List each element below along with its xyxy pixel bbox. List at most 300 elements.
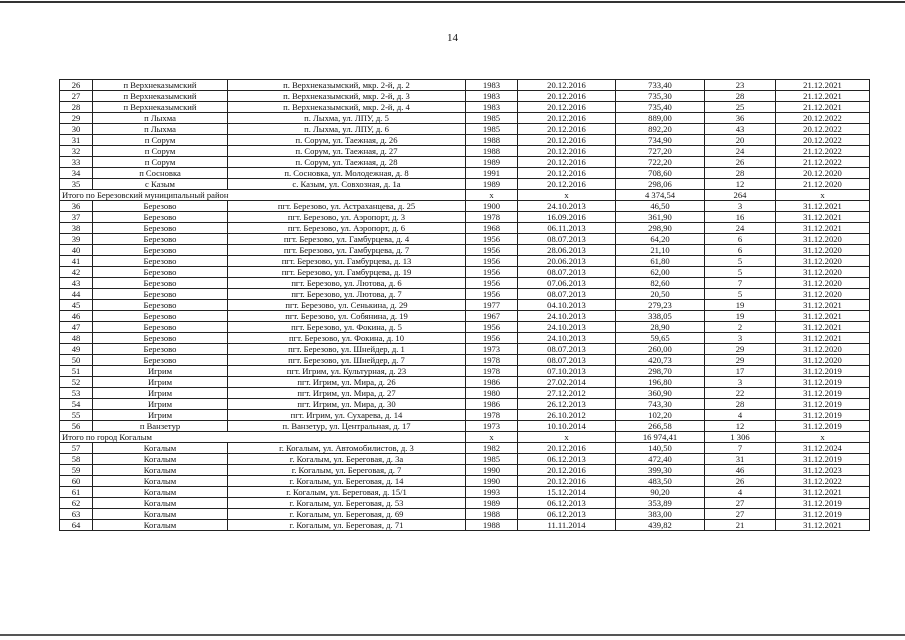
settlement-cell: Игрим [93,366,228,377]
address-cell: п. Верхнеказымский, мкр. 2-й, д. 4 [228,102,466,113]
table-row [60,454,870,465]
count-cell: 3 [705,333,776,344]
year-cell: 1978 [466,355,518,366]
area-cell: 279,23 [616,300,705,311]
term-cell: 31.12.2020 [776,267,870,278]
count-cell: 20 [705,135,776,146]
year-cell: 1985 [466,113,518,124]
settlement-cell: Березово [93,289,228,300]
table-row [60,498,870,509]
area-cell: 483,50 [616,476,705,487]
area-cell: 64,20 [616,234,705,245]
settlement-cell: п Верхнеказымский [93,102,228,113]
count-cell: 28 [705,91,776,102]
row-number: 62 [60,498,93,509]
date-cell: 20.12.2016 [518,168,616,179]
term-cell: 31.12.2019 [776,498,870,509]
settlement-cell: Игрим [93,388,228,399]
settlement-cell: Когалым [93,498,228,509]
settlement-cell: Когалым [93,465,228,476]
row-number: 51 [60,366,93,377]
term-cell: х [776,190,870,201]
count-cell: 46 [705,465,776,476]
date-cell: 20.12.2016 [518,476,616,487]
row-number: 43 [60,278,93,289]
settlement-cell: Когалым [93,520,228,531]
count-cell: 3 [705,201,776,212]
date-cell: 20.12.2016 [518,465,616,476]
term-cell: 31.12.2019 [776,454,870,465]
count-cell: 12 [705,179,776,190]
count-cell: 24 [705,146,776,157]
date-cell: 10.10.2014 [518,421,616,432]
area-cell: 722,20 [616,157,705,168]
table-row [60,256,870,267]
year-cell: 1956 [466,278,518,289]
term-cell: 31.12.2020 [776,355,870,366]
year-cell: 1982 [466,443,518,454]
count-cell: 28 [705,168,776,179]
count-cell: 19 [705,311,776,322]
date-cell: 07.10.2013 [518,366,616,377]
term-cell: 21.12.2022 [776,157,870,168]
address-cell: п. Ванзетур, ул. Центральная, д. 17 [228,421,466,432]
row-number: 37 [60,212,93,223]
area-cell: 90,20 [616,487,705,498]
address-cell: п. Сорум, ул. Таежная, д. 27 [228,146,466,157]
date-cell: 20.12.2016 [518,91,616,102]
row-number: 64 [60,520,93,531]
row-number: 55 [60,410,93,421]
year-cell: 1956 [466,245,518,256]
term-cell: 31.12.2021 [776,300,870,311]
count-cell: 19 [705,300,776,311]
address-cell: пгт. Березово, ул. Шнейдер, д. 1 [228,344,466,355]
row-number: 39 [60,234,93,245]
table-row [60,421,870,432]
settlement-cell: п Верхнеказымский [93,91,228,102]
term-cell: 31.12.2021 [776,333,870,344]
year-cell: 1968 [466,223,518,234]
settlement-cell: Когалым [93,487,228,498]
table-row [60,124,870,135]
term-cell: 31.12.2019 [776,509,870,520]
settlement-cell: п Ванзетур [93,421,228,432]
address-cell: пгт. Березово, ул. Гамбурцева, д. 4 [228,234,466,245]
area-cell: 361,90 [616,212,705,223]
address-cell: г. Когалым, ул. Автомобилистов, д. 3 [228,443,466,454]
settlement-cell: Березово [93,256,228,267]
row-number: 56 [60,421,93,432]
year-cell: 1978 [466,366,518,377]
housing-table [59,79,870,531]
row-number: 45 [60,300,93,311]
address-cell: пгт. Игрим, ул. Мира, д. 30 [228,399,466,410]
area-cell: 46,50 [616,201,705,212]
count-cell: 12 [705,421,776,432]
table-row [60,399,870,410]
area-cell: 735,30 [616,91,705,102]
term-cell: 31.12.2020 [776,289,870,300]
area-cell: 260,00 [616,344,705,355]
date-cell: 20.12.2016 [518,443,616,454]
term-cell: 31.12.2023 [776,465,870,476]
term-cell: 31.12.2021 [776,520,870,531]
settlement-cell: Игрим [93,399,228,410]
table-row [60,157,870,168]
area-cell: 338,05 [616,311,705,322]
date-cell: 20.12.2016 [518,124,616,135]
term-cell: 31.12.2021 [776,201,870,212]
address-cell: пгт. Березово, ул. Сенькина, д. 29 [228,300,466,311]
term-cell: 20.12.2022 [776,135,870,146]
settlement-cell: Когалым [93,476,228,487]
date-cell: 27.02.2014 [518,377,616,388]
count-cell: 43 [705,124,776,135]
settlement-cell: п Сорум [93,135,228,146]
address-cell: пгт. Игрим, ул. Мира, д. 26 [228,377,466,388]
count-cell: 25 [705,102,776,113]
term-cell: 31.12.2019 [776,410,870,421]
year-cell: 1980 [466,388,518,399]
address-cell: пгт. Березово, ул. Лютова, д. 7 [228,289,466,300]
area-cell: 892,20 [616,124,705,135]
date-cell: 08.07.2013 [518,344,616,355]
table-row [60,322,870,333]
date-cell: 28.06.2013 [518,245,616,256]
count-cell: 17 [705,366,776,377]
table-row [60,465,870,476]
date-cell: 26.10.2012 [518,410,616,421]
subtotal-label: Итого по Березовский муниципальный район [60,190,466,201]
table-row [60,102,870,113]
date-cell: 26.12.2013 [518,399,616,410]
area-cell: 727,20 [616,146,705,157]
term-cell: 31.12.2021 [776,212,870,223]
date-cell: 06.12.2013 [518,498,616,509]
term-cell: 31.12.2019 [776,377,870,388]
row-number: 49 [60,344,93,355]
table-row [60,289,870,300]
settlement-cell: Березово [93,201,228,212]
term-cell: 21.12.2021 [776,91,870,102]
table-row [60,355,870,366]
address-cell: пгт. Игрим, ул. Сухарева, д. 14 [228,410,466,421]
page-number: 14 [447,32,458,44]
date-cell: 08.07.2013 [518,267,616,278]
date-cell: 20.06.2013 [518,256,616,267]
date-cell: 20.12.2016 [518,135,616,146]
settlement-cell: с Казым [93,179,228,190]
address-cell: пгт. Березово, ул. Собянина, д. 19 [228,311,466,322]
year-cell: 1977 [466,300,518,311]
year-cell: 1956 [466,234,518,245]
year-cell: 1989 [466,179,518,190]
address-cell: пгт. Березово, ул. Шнейдер, д. 7 [228,355,466,366]
table-row [60,410,870,421]
row-number: 50 [60,355,93,366]
settlement-cell: п Сосновка [93,168,228,179]
row-number: 33 [60,157,93,168]
date-cell: 20.12.2016 [518,146,616,157]
table-row [60,234,870,245]
address-cell: пгт. Березово, ул. Лютова, д. 6 [228,278,466,289]
settlement-cell: Березово [93,234,228,245]
address-cell: г. Когалым, ул. Береговая, д. 7 [228,465,466,476]
year-cell: 1990 [466,476,518,487]
row-number: 38 [60,223,93,234]
table-row [60,476,870,487]
term-cell: 31.12.2020 [776,245,870,256]
address-cell: п. Сосновка, ул. Молодежная, д. 8 [228,168,466,179]
row-number: 42 [60,267,93,278]
term-cell: 20.12.2022 [776,113,870,124]
term-cell: 21.12.2020 [776,179,870,190]
address-cell: п. Верхнеказымский, мкр. 2-й, д. 2 [228,80,466,91]
table-row [60,168,870,179]
table-row [60,223,870,234]
term-cell: 20.12.2022 [776,124,870,135]
table-row [60,146,870,157]
row-number: 32 [60,146,93,157]
year-cell: 1900 [466,201,518,212]
area-cell: 420,73 [616,355,705,366]
count-cell: 27 [705,498,776,509]
date-cell: 20.12.2016 [518,157,616,168]
term-cell: 31.12.2021 [776,322,870,333]
row-number: 48 [60,333,93,344]
term-cell: 21.12.2022 [776,146,870,157]
settlement-cell: п Лыхма [93,124,228,135]
address-cell: пгт. Игрим, ул. Мира, д. 27 [228,388,466,399]
year-cell: 1983 [466,80,518,91]
table-row [60,245,870,256]
area-cell: 734,90 [616,135,705,146]
year-cell: 1985 [466,454,518,465]
address-cell: п. Лыхма, ул. ЛПУ, д. 5 [228,113,466,124]
bottom-scan-edge [0,634,905,636]
term-cell: 31.12.2021 [776,223,870,234]
row-number: 27 [60,91,93,102]
term-cell: 21.12.2021 [776,80,870,91]
count-cell: 29 [705,355,776,366]
date-cell: 07.06.2013 [518,278,616,289]
row-number: 26 [60,80,93,91]
settlement-cell: Березово [93,223,228,234]
year-cell: 1986 [466,399,518,410]
count-cell: 29 [705,344,776,355]
area-cell: 298,06 [616,179,705,190]
settlement-cell: Когалым [93,454,228,465]
count-cell: 4 [705,410,776,421]
settlement-cell: Березово [93,212,228,223]
address-cell: п. Сорум, ул. Таежная, д. 28 [228,157,466,168]
area-cell: 61,80 [616,256,705,267]
area-cell: 140,50 [616,443,705,454]
address-cell: п. Верхнеказымский, мкр. 2-й, д. 3 [228,91,466,102]
area-cell: 733,40 [616,80,705,91]
table-row [60,278,870,289]
count-cell: 2 [705,322,776,333]
table-row [60,91,870,102]
count-cell: 27 [705,509,776,520]
area-cell: 82,60 [616,278,705,289]
area-cell: 735,40 [616,102,705,113]
settlement-cell: Когалым [93,443,228,454]
area-cell: 21,10 [616,245,705,256]
address-cell: пгт. Игрим, ул. Культурная, д. 23 [228,366,466,377]
address-cell: пгт. Березово, ул. Астраханцева, д. 25 [228,201,466,212]
year-cell: 1989 [466,157,518,168]
row-number: 63 [60,509,93,520]
term-cell: 31.12.2021 [776,311,870,322]
row-number: 36 [60,201,93,212]
year-cell: 1988 [466,509,518,520]
table-row [60,135,870,146]
year-cell: 1986 [466,377,518,388]
settlement-cell: Березово [93,267,228,278]
count-cell: 16 [705,212,776,223]
row-number: 41 [60,256,93,267]
area-cell: 298,70 [616,366,705,377]
area-cell: 62,00 [616,267,705,278]
settlement-cell: Игрим [93,377,228,388]
table-row [60,509,870,520]
table-row [60,300,870,311]
term-cell: 31.12.2021 [776,487,870,498]
count-cell: 22 [705,388,776,399]
count-cell: 6 [705,234,776,245]
row-number: 46 [60,311,93,322]
count-cell: 7 [705,443,776,454]
settlement-cell: Березово [93,300,228,311]
term-cell: 31.12.2022 [776,476,870,487]
date-cell: 06.12.2013 [518,454,616,465]
year-cell: 1978 [466,410,518,421]
date-cell: 08.07.2013 [518,234,616,245]
table-row [60,267,870,278]
date-cell: 27.12.2012 [518,388,616,399]
year-cell: 1985 [466,124,518,135]
date-cell: 06.12.2013 [518,509,616,520]
year-cell: 1956 [466,289,518,300]
settlement-cell: Березово [93,245,228,256]
address-cell: пгт. Березово, ул. Фокина, д. 5 [228,322,466,333]
date-cell: 20.12.2016 [518,113,616,124]
year-cell: 1956 [466,322,518,333]
row-number: 57 [60,443,93,454]
year-cell: 1983 [466,102,518,113]
row-number: 44 [60,289,93,300]
count-cell: 6 [705,245,776,256]
date-cell: 20.12.2016 [518,179,616,190]
settlement-cell: п Верхнеказымский [93,80,228,91]
area-cell: 196,80 [616,377,705,388]
year-cell: 1978 [466,212,518,223]
count-cell: 5 [705,289,776,300]
area-cell: 266,58 [616,421,705,432]
area-cell: 399,30 [616,465,705,476]
settlement-cell: п Сорум [93,157,228,168]
address-cell: п. Сорум, ул. Таежная, д. 26 [228,135,466,146]
row-number: 34 [60,168,93,179]
date-cell: 24.10.2013 [518,322,616,333]
count-cell: 23 [705,80,776,91]
date-cell: 15.12.2014 [518,487,616,498]
top-scan-edge [0,1,905,3]
settlement-cell: п Лыхма [93,113,228,124]
count-cell: 1 306 [705,432,776,443]
address-cell: г. Когалым, ул. Береговая, д. 69 [228,509,466,520]
term-cell: 31.12.2019 [776,421,870,432]
year-cell: 1983 [466,91,518,102]
term-cell: 31.12.2020 [776,234,870,245]
settlement-cell: Березово [93,278,228,289]
subtotal-row [60,190,870,201]
address-cell: г. Когалым, ул. Береговая, д. 53 [228,498,466,509]
row-number: 31 [60,135,93,146]
address-cell: пгт. Березово, ул. Аэропорт, д. 3 [228,212,466,223]
date-cell: 20.12.2016 [518,102,616,113]
area-cell: 28,90 [616,322,705,333]
row-number: 53 [60,388,93,399]
year-cell: х [466,432,518,443]
table-row [60,179,870,190]
subtotal-row [60,432,870,443]
settlement-cell: п Сорум [93,146,228,157]
year-cell: 1989 [466,498,518,509]
term-cell: 21.12.2021 [776,102,870,113]
count-cell: 5 [705,267,776,278]
date-cell: 06.11.2013 [518,223,616,234]
settlement-cell: Березово [93,311,228,322]
row-number: 61 [60,487,93,498]
date-cell: 04.10.2013 [518,300,616,311]
row-number: 47 [60,322,93,333]
table-row [60,344,870,355]
year-cell: 1973 [466,421,518,432]
area-cell: 383,00 [616,509,705,520]
area-cell: 708,60 [616,168,705,179]
year-cell: 1956 [466,256,518,267]
count-cell: 26 [705,476,776,487]
address-cell: г. Когалым, ул. Береговая, д. 71 [228,520,466,531]
settlement-cell: Березово [93,333,228,344]
area-cell: 16 974,41 [616,432,705,443]
term-cell: х [776,432,870,443]
table-row [60,113,870,124]
row-number: 54 [60,399,93,410]
table-body [60,80,870,531]
date-cell: 11.11.2014 [518,520,616,531]
area-cell: 4 374,54 [616,190,705,201]
term-cell: 31.12.2019 [776,388,870,399]
row-number: 30 [60,124,93,135]
row-number: 29 [60,113,93,124]
table-row [60,366,870,377]
date-cell: 08.07.2013 [518,289,616,300]
date-cell: 24.10.2013 [518,201,616,212]
table-row [60,311,870,322]
area-cell: 439,82 [616,520,705,531]
area-cell: 889,00 [616,113,705,124]
address-cell: пгт. Березово, ул. Гамбурцева, д. 13 [228,256,466,267]
count-cell: 264 [705,190,776,201]
date-cell: 20.12.2016 [518,80,616,91]
area-cell: 59,65 [616,333,705,344]
row-number: 59 [60,465,93,476]
address-cell: г. Когалым, ул. Береговая, д. 3а [228,454,466,465]
